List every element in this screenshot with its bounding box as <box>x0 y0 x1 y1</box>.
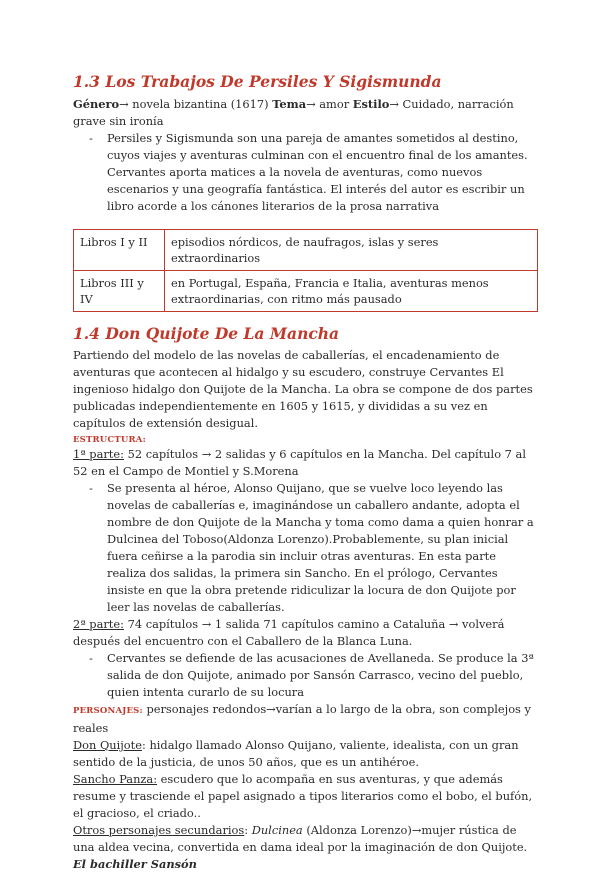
estructura-heading <box>73 432 538 446</box>
quijote-character <box>73 737 538 771</box>
estilo-label: Estilo <box>352 97 390 111</box>
tema-value: → amor <box>306 97 353 111</box>
bullet-dash: - <box>89 131 93 145</box>
table-row <box>74 230 538 271</box>
section-title-persiles: 1.3 Los Trabajos De Persiles Y Sigismunda <box>73 72 442 91</box>
document-page <box>73 62 538 873</box>
estructura-label: ESTRUCTURA: <box>73 435 146 445</box>
parte2-label: 2ª parte: <box>73 617 124 631</box>
bullet-dash: - <box>89 651 93 665</box>
genero-label: Género <box>73 97 120 111</box>
genero-value: → novela bizantina (1617) <box>119 97 273 111</box>
personajes-label: PERSONAJES: <box>73 706 143 716</box>
parte1-line <box>73 446 538 480</box>
table-cell-desc: en Portugal, España, Francia e Italia, aventuras menos extraordinarias, con ritmo más pausado <box>165 271 538 312</box>
parte1-bullet <box>73 480 538 616</box>
parte2-line <box>73 616 538 650</box>
tema-label: Tema <box>272 97 307 111</box>
personajes-line <box>73 701 538 737</box>
parte1-text: 52 capítulos → 2 salidas y 6 capítulos en la Mancha. Del capítulo 7 al 52 en el Campo de Montiel y S.Morena <box>73 447 526 478</box>
estilo-value: → Cuidado, narración grave sin ironía <box>73 97 514 128</box>
quijote-text: : hidalgo llamado Alonso Quijano, valiente, idealista, con un gran sentido de la justicia, de unos 50 años, que es un antihéroe. <box>73 738 519 769</box>
table-row <box>74 271 538 312</box>
persiles-bullet <box>73 130 538 215</box>
persiles-summary-line <box>73 96 538 130</box>
parte1-label: 1ª parte: <box>73 447 124 461</box>
table-cell-desc: episodios nórdicos, de naufragos, islas y seres extraordinarios <box>165 230 538 271</box>
personajes-text: personajes redondos→varían a lo largo de la obra, son complejos y reales <box>73 702 531 735</box>
table-cell-books: Libros I y II <box>74 230 165 271</box>
otros-label: Otros personajes secundarios <box>73 823 245 837</box>
parte2-bullet-text: Cervantes se defiende de las acusaciones de Avellaneda. Se produce la 3ª salida de don Quijote, animado por Sansón Carrasco, vecino del pueblo, quien intenta curarlo de su locura <box>107 651 534 699</box>
parte1-bullet-text: Se presenta al héroe, Alonso Quijano, que se vuelve loco leyendo las novelas de caballerías e, imaginándose un caballero andante, adopta el nombre de don Quijote de la Mancha y toma como dama a quien honrar a Dulcinea del Toboso(Aldonza Lorenzo).Probablemente, su plan inicial fuera ceñirse a la parodia sin incluir otras aventuras. En esta parte realiza dos salidas, la primera sin Sancho. En el prólogo, Cervantes insiste en que la obra pretende ridiculizar la locura de don Quijote por leer las novelas de caballerías. <box>107 481 534 614</box>
parte2-text: 74 capítulos → 1 salida 71 capítulos camino a Cataluña → volverá después del encuentro con el Caballero de la Blanca Luna. <box>73 617 505 648</box>
table-cell-books: Libros III y IV <box>74 271 165 312</box>
bullet-dash: - <box>89 481 93 495</box>
persiles-books-table <box>73 229 538 312</box>
quijote-label: Don Quijote <box>73 738 142 752</box>
otros-sep: : <box>244 823 252 837</box>
sancho-text: escudero que lo acompaña en sus aventuras, y que además resume y trasciende el papel asignado a tipos literarios como el bobo, el bufón, el gracioso, el criado.. <box>73 772 533 820</box>
otros-text: (Aldonza Lorenzo)→mujer rústica de una aldea vecina, convertida en dama ideal por la imaginación de don Quijote. <box>73 823 528 854</box>
parte2-bullet <box>73 650 538 701</box>
quijote-intro: Partiendo del modelo de las novelas de caballerías, el encadenamiento de aventuras que acontecen al hidalgo y su escudero, construye Cervantes El ingenioso hidalgo don Quijote de la Mancha. La obra se compone de dos partes publicadas independientemente en 1605 y 1615, y divididas a su vez en capítulos de extensión desigual. <box>73 348 533 430</box>
persiles-bullet-text: Persiles y Sigismunda son una pareja de amantes sometidos al destino, cuyos viajes y aventuras culminan con el encuentro final de los amantes. Cervantes aporta matices a la novela de aventuras, como nuevos escenarios y una geografía fantástica. El interés del autor es escribir un libro acorde a los cánones literarios de la prosa narrativa <box>107 131 528 213</box>
dulcinea-name: Dulcinea <box>251 823 303 837</box>
sancho-character <box>73 771 538 822</box>
sancho-label: Sancho Panza: <box>73 772 158 786</box>
section-title-quijote: 1.4 Don Quijote De La Mancha <box>73 324 340 343</box>
bachiller-name: El bachiller Sansón <box>73 857 197 871</box>
